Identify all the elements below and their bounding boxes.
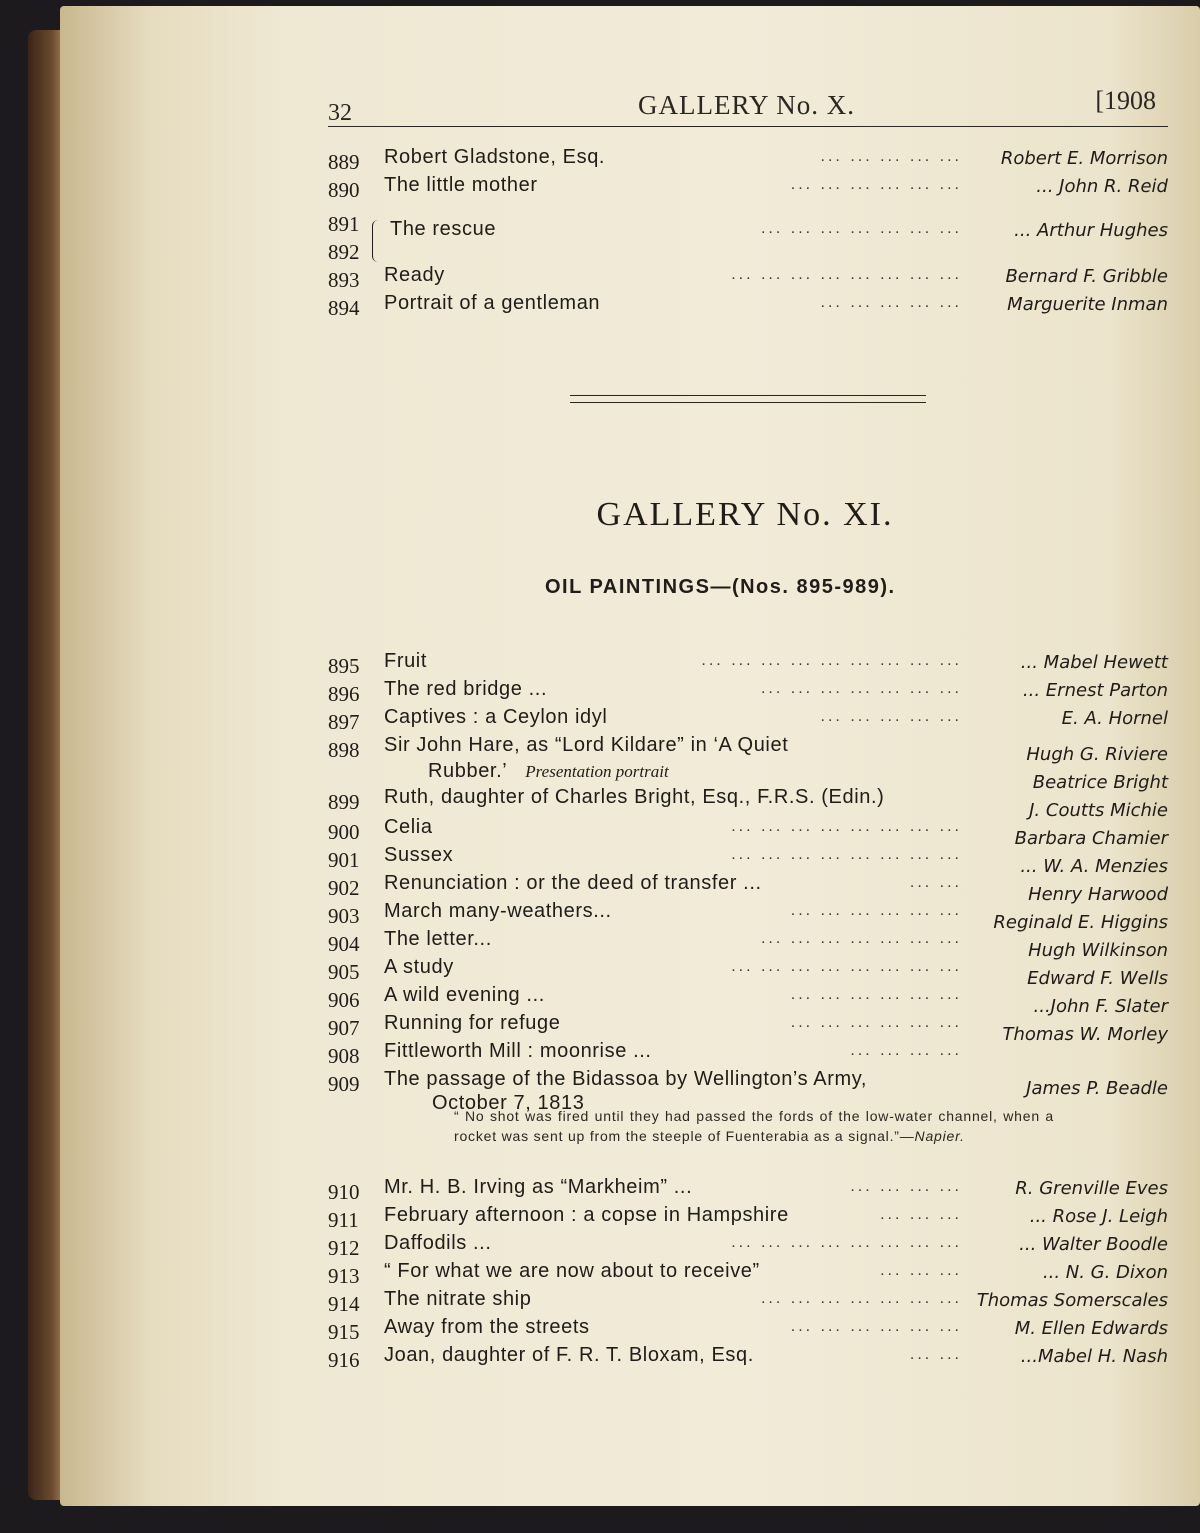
leader-dots: ... ... ... ... ... ... ... ... <box>731 818 962 835</box>
catalogue-entry <box>328 292 1170 320</box>
entry-artist: ...John F. Slater <box>1033 996 1168 1017</box>
leader-dots: ... ... ... <box>880 1262 962 1279</box>
leader-dots: ... ... ... ... <box>850 1178 962 1195</box>
entry-number: 896 <box>328 682 360 706</box>
leader-dots: ... ... ... ... ... <box>820 148 962 165</box>
entry-number: 913 <box>328 1264 360 1288</box>
catalogue-entry <box>328 146 1170 174</box>
section-subheading: OIL PAINTINGS—(Nos. 895-989). <box>545 576 896 598</box>
entry-artist: Edward F. Wells <box>1027 968 1168 989</box>
entry-number: 911 <box>328 1208 359 1232</box>
quote-source: Napier. <box>914 1128 965 1144</box>
entry-number: 908 <box>328 1044 360 1068</box>
leader-dots: ... ... ... ... ... ... ... ... ... <box>701 652 962 669</box>
entry-artist: J. Coutts Michie <box>1029 800 1168 821</box>
leader-dots: ... ... ... ... ... ... ... ... <box>731 1234 962 1251</box>
entry-number: 916 <box>328 1348 360 1372</box>
entry-artist: Marguerite Inman <box>1007 294 1168 315</box>
entry-artist: ... Walter Boodle <box>1019 1234 1168 1255</box>
entry-title: The passage of the Bidassoa by Wellington’s Army, <box>384 1068 867 1090</box>
presentation-note: Presentation portrait <box>525 762 669 781</box>
entry-artist: Hugh Wilkinson <box>1028 940 1168 961</box>
leader-dots: ... ... ... ... ... ... <box>790 986 962 1003</box>
double-rule-separator <box>570 395 926 403</box>
entry-title: Mr. H. B. Irving as “Markheim” ... <box>384 1176 693 1198</box>
leader-dots: ... ... ... ... ... ... ... <box>760 1290 962 1307</box>
catalogue-entry <box>328 1040 1170 1068</box>
entry-number: 900 <box>328 820 360 844</box>
leader-dots: ... ... ... ... ... ... ... <box>760 680 962 697</box>
entry-artist: ... Rose J. Leigh <box>1029 1206 1168 1227</box>
continuation-text: October 7, 1813 <box>432 1092 585 1114</box>
leader-dots: ... ... <box>909 874 962 891</box>
entry-title: The rescue <box>390 218 497 240</box>
entry-title: A wild evening ... <box>384 984 545 1006</box>
entry-artist: ... Arthur Hughes <box>1014 220 1168 241</box>
entry-number: 905 <box>328 960 360 984</box>
catalogue-entry <box>328 1316 1170 1344</box>
entry-title: Ruth, daughter of Charles Bright, Esq., F.R.S. (Edin.) <box>384 786 885 808</box>
entry-title: The red bridge ... <box>384 678 548 700</box>
leader-dots: ... ... ... ... ... ... <box>790 1318 962 1335</box>
catalogue-entry <box>328 264 1170 292</box>
entry-artist: E. A. Hornel <box>1061 708 1168 729</box>
catalogue-entry <box>328 1260 1170 1288</box>
entry-number: 912 <box>328 1236 360 1260</box>
entry-title: “ For what we are now about to receive” <box>384 1260 760 1282</box>
entry-title: Robert Gladstone, Esq. <box>384 146 606 168</box>
entry-artist: M. Ellen Edwards <box>1014 1318 1168 1339</box>
entry-number: 889 <box>328 150 360 174</box>
leader-dots: ... ... ... ... ... ... <box>790 176 962 193</box>
leader-dots: ... ... ... ... ... <box>820 708 962 725</box>
entry-artist: ... John R. Reid <box>1036 176 1168 197</box>
page-number: 32 <box>328 100 352 126</box>
quote-text: “ No shot was fired until they had passed the fords of the low-water channel, when a rocket was sent up from the steeple of Fuenterabia as a signal.”— <box>454 1108 1054 1144</box>
entry-number: 898 <box>328 738 360 762</box>
catalogue-entry <box>328 678 1170 706</box>
page-header <box>328 86 1168 126</box>
entry-number: 907 <box>328 1016 360 1040</box>
entry-number: 895 <box>328 654 360 678</box>
catalogue-entry <box>328 1232 1170 1260</box>
header-rule <box>328 126 1168 127</box>
entry-artist: ... N. G. Dixon <box>1042 1262 1168 1283</box>
entry-artist: Henry Harwood <box>1028 884 1168 905</box>
entry-number: 915 <box>328 1320 360 1344</box>
entry-number: 892 <box>328 240 360 264</box>
entry-number: 901 <box>328 848 360 872</box>
catalogue-entry <box>328 1288 1170 1316</box>
entry-title: March many-weathers... <box>384 900 612 922</box>
entry-number: 909 <box>328 1072 360 1096</box>
entry-artist: Thomas Somerscales <box>976 1290 1168 1311</box>
entry-title: Captives : a Ceylon idyl <box>384 706 608 728</box>
entry-artist: ... Mabel Hewett <box>1020 652 1168 673</box>
entry-number: 906 <box>328 988 360 1012</box>
entry-number: 903 <box>328 904 360 928</box>
entry-title: The little mother <box>384 174 538 196</box>
entry-title: Fruit <box>384 650 427 672</box>
entry-title: Joan, daughter of F. R. T. Bloxam, Esq. <box>384 1344 754 1366</box>
catalogue-entry <box>328 174 1170 202</box>
entry-number: 899 <box>328 790 360 814</box>
leader-dots: ... ... ... ... ... ... ... ... <box>731 266 962 283</box>
catalogue-entry-artist <box>328 770 1170 798</box>
entry-artist: James P. Beadle <box>1026 1078 1168 1099</box>
leader-dots: ... ... ... ... ... <box>820 294 962 311</box>
entry-title: The letter... <box>384 928 492 950</box>
entry-number: 897 <box>328 710 360 734</box>
entry-number: 902 <box>328 876 360 900</box>
entry-title: Fittleworth Mill : moonrise ... <box>384 1040 652 1062</box>
entry-title: Running for refuge <box>384 1012 561 1034</box>
entry-title: Renunciation : or the deed of transfer ... <box>384 872 762 894</box>
entry-number: 894 <box>328 296 360 320</box>
entry-number: 904 <box>328 932 360 956</box>
entry-title: February afternoon : a copse in Hampshire <box>384 1204 789 1226</box>
gallery-heading: GALLERY No. XI. <box>596 496 894 533</box>
running-title: GALLERY No. X. <box>638 90 855 120</box>
entry-title: A study <box>384 956 454 978</box>
entry-artist: ... Ernest Parton <box>1022 680 1168 701</box>
catalogue-entry <box>328 1344 1170 1372</box>
entry-title: Sussex <box>384 844 454 866</box>
entry-title: Celia <box>384 816 433 838</box>
entry-artist: R. Grenville Eves <box>1015 1178 1168 1199</box>
leader-dots: ... ... ... ... ... ... ... ... <box>731 846 962 863</box>
entry-number: 914 <box>328 1292 360 1316</box>
entry-artist: Reginald E. Higgins <box>993 912 1168 933</box>
entry-artist: Beatrice Bright <box>1032 772 1168 793</box>
entry-title: Sir John Hare, as “Lord Kildare” in ‘A Quiet <box>384 734 789 756</box>
catalogue-entry <box>328 1176 1170 1204</box>
entry-title: Daffodils ... <box>384 1232 492 1254</box>
entry-title: The nitrate ship <box>384 1288 532 1310</box>
entry-artist: ... W. A. Menzies <box>1020 856 1168 877</box>
grouped-entry <box>328 218 1170 246</box>
catalogue-entry <box>328 706 1170 734</box>
catalogue-entry-artist <box>328 742 1170 770</box>
leader-dots: ... ... ... ... ... ... ... <box>760 220 962 237</box>
continuation-text: Rubber.’ <box>428 760 508 782</box>
leader-dots: ... ... ... ... ... ... <box>790 1014 962 1031</box>
entry-artist: Robert E. Morrison <box>1000 148 1168 169</box>
leader-dots: ... ... ... <box>880 1206 962 1223</box>
leader-dots: ... ... ... ... ... ... ... ... <box>731 958 962 975</box>
leader-dots: ... ... ... ... <box>850 1042 962 1059</box>
entry-number: 890 <box>328 178 360 202</box>
entry-artist: Barbara Chamier <box>1014 828 1168 849</box>
entry-title: Ready <box>384 264 445 286</box>
catalogue-entry-artist <box>328 1076 1170 1104</box>
entry-title: Away from the streets <box>384 1316 590 1338</box>
year: [1908 <box>1095 86 1156 115</box>
catalogue-entry <box>328 650 1170 678</box>
entry-artist: Bernard F. Gribble <box>1005 266 1168 287</box>
entry-number: 893 <box>328 268 360 292</box>
historical-quote <box>454 1106 1054 1146</box>
entry-artist: Hugh G. Riviere <box>1026 744 1168 765</box>
leader-dots: ... ... <box>909 1346 962 1363</box>
catalogue-entry <box>328 1204 1170 1232</box>
entry-number: 910 <box>328 1180 360 1204</box>
entry-artist: Thomas W. Morley <box>1002 1024 1168 1045</box>
entry-title: Portrait of a gentleman <box>384 292 601 314</box>
entry-number: 891 <box>328 212 360 236</box>
leader-dots: ... ... ... ... ... ... ... <box>760 930 962 947</box>
entry-artist: ...Mabel H. Nash <box>1020 1346 1168 1367</box>
leader-dots: ... ... ... ... ... ... <box>790 902 962 919</box>
